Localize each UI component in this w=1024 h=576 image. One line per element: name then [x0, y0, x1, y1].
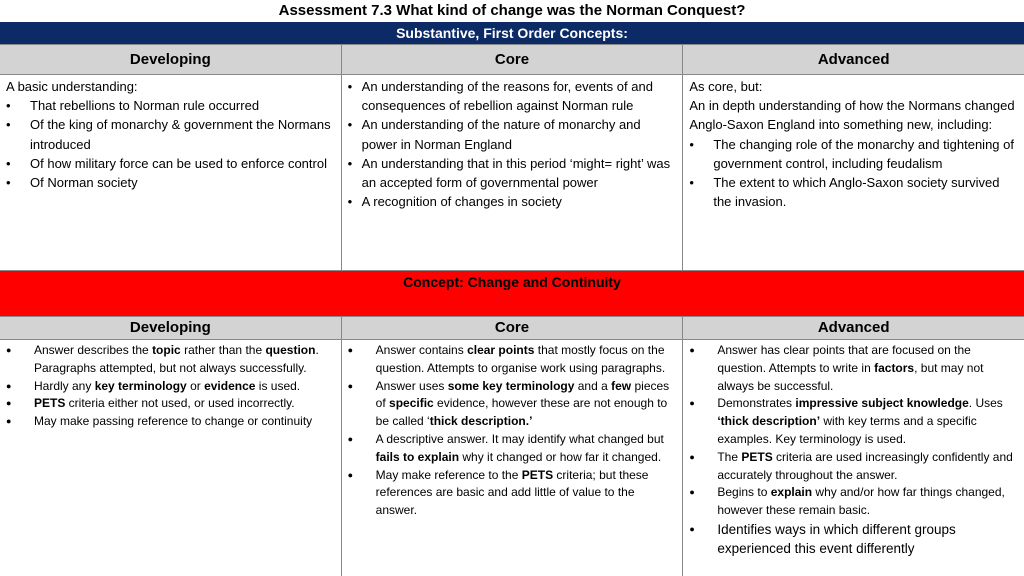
- advanced-intro-2: An in depth understanding of how the Normans changed Anglo-Saxon England into something new, including:: [689, 98, 1015, 133]
- developing-list-1: [6, 96, 335, 192]
- list-item: • An understanding that in this period ‘might= right’ was an accepted form of governmental power: [348, 154, 677, 192]
- list-item: ● Begins to explain why and/or how far things changed, however these remain basic.: [689, 484, 1018, 520]
- list-item: ● Answer describes the topic rather than the question. Paragraphs attempted, but not always successfully.: [6, 342, 335, 378]
- header-advanced: Advanced: [817, 51, 890, 68]
- advanced-intro-1: As core, but:: [689, 79, 763, 94]
- advanced-cell-2: [683, 340, 1024, 576]
- list-item: • An understanding of the reasons for, events of and consequences of rebellion against Norman rule: [348, 77, 677, 115]
- list-item: ● May make passing reference to change or continuity: [6, 413, 335, 431]
- page-title: Assessment 7.3 What kind of change was the Norman Conquest?: [278, 2, 746, 19]
- developing-list-2: [6, 342, 335, 431]
- list-item: • A recognition of changes in society: [348, 192, 677, 211]
- list-item: ● Demonstrates impressive subject knowledge. Uses ‘thick description’ with key terms and a specific examples. Key terminology is used.: [689, 395, 1018, 448]
- list-item: ● Answer uses some key terminology and a few pieces of specific evidence, however these are not enough to be called ‘thick description.’: [348, 378, 677, 431]
- list-item: • Of how military force can be used to enforce control: [6, 154, 335, 173]
- core-cell-2: [342, 340, 684, 576]
- developing-intro: A basic understanding:: [6, 79, 138, 94]
- developing-cell-1: [0, 75, 342, 270]
- developing-cell-2: [0, 340, 342, 576]
- header-developing: Developing: [0, 45, 342, 74]
- advanced-cell-1: [683, 75, 1024, 270]
- list-item: ● Answer has clear points that are focused on the question. Attempts to write in factors, but may not always be successful.: [689, 342, 1018, 395]
- list-item: ● The PETS criteria are used increasingly confidently and accurately throughout the answer.: [689, 449, 1018, 485]
- list-item: • An understanding of the nature of monarchy and power in Norman England: [348, 115, 677, 153]
- core-list-1: [348, 77, 677, 211]
- concept-banner: Concept: Change and Continuity: [0, 271, 1024, 316]
- header-developing-2: Developing: [0, 317, 342, 339]
- header-advanced-2: Advanced: [817, 319, 890, 336]
- list-item: ● Identifies ways in which different groups experienced this event differently: [689, 520, 1018, 558]
- list-item: • The extent to which Anglo-Saxon society survived the invasion.: [689, 173, 1018, 211]
- list-item: ● Hardly any key terminology or evidence is used.: [6, 378, 335, 396]
- header-core-2: Core: [342, 317, 684, 339]
- advanced-list-1: [689, 135, 1018, 212]
- list-item: • Of Norman society: [6, 173, 335, 192]
- list-item: ● May make reference to the PETS criteria; but these references are basic and add little of value to the answer.: [348, 467, 677, 520]
- list-item: • Of the king of monarchy & government the Normans introduced: [6, 115, 335, 153]
- list-item: ● A descriptive answer. It may identify what changed but fails to explain why it changed or how far it changed.: [348, 431, 677, 467]
- list-item: • The changing role of the monarchy and tightening of government control, including feudalism: [689, 135, 1018, 173]
- list-item: • That rebellions to Norman rule occurred: [6, 96, 335, 115]
- header-row-1: [0, 44, 1024, 75]
- concept-row: [0, 340, 1024, 576]
- core-list-2: [348, 342, 677, 520]
- section-subtitle: Substantive, First Order Concepts:: [0, 22, 1024, 44]
- substantive-row: [0, 75, 1024, 271]
- advanced-list-2: [689, 342, 1018, 558]
- header-core: Core: [342, 45, 684, 74]
- list-item: ● Answer contains clear points that mostly focus on the question. Attempts to organise work using paragraphs.: [348, 342, 677, 378]
- header-row-2: [0, 316, 1024, 340]
- core-cell-1: [342, 75, 684, 270]
- list-item: ● PETS criteria either not used, or used incorrectly.: [6, 395, 335, 413]
